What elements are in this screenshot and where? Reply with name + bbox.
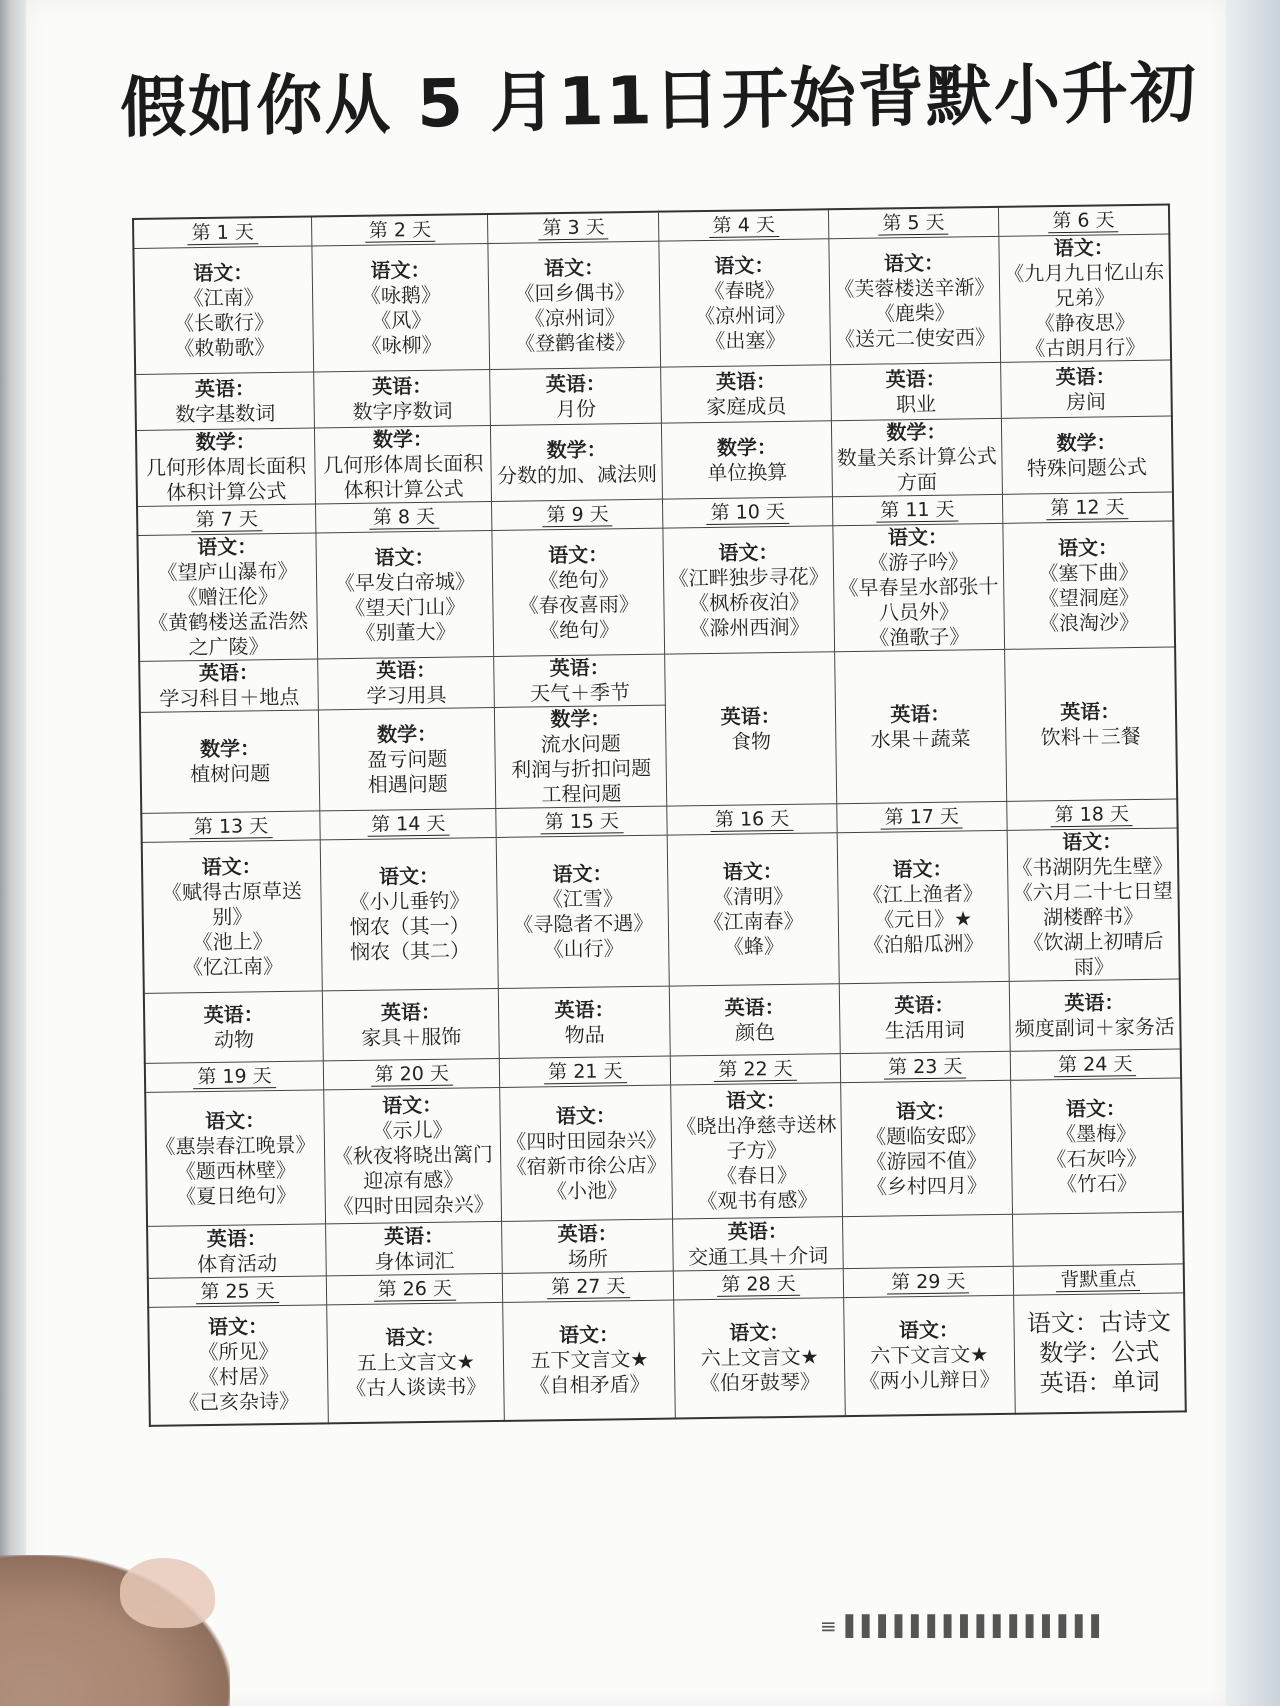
chinese-cell: 语文： 《早发白帝城》 《望天门山》 《别董大》	[316, 530, 494, 658]
summary-line: 语文：古诗文	[1026, 1307, 1172, 1338]
day-label: 第 27 天	[503, 1271, 674, 1302]
english-cell: 英语： 月份	[490, 367, 662, 425]
english-cell: 英语： 数字序数词	[314, 370, 491, 428]
english-cell: 英语： 家具＋服饰	[322, 988, 499, 1060]
summary-cell	[1013, 1293, 1185, 1413]
english-cell: 英语： 体育活动	[147, 1224, 326, 1278]
chinese-cell: 语文： 《题临安邸》 《游园不值》 《乡村四月》	[841, 1080, 1013, 1216]
summary-line: 数学：公式	[1039, 1338, 1160, 1368]
chinese-row	[145, 1078, 1183, 1226]
english-cell: 英语： 交通工具＋介词	[673, 1217, 843, 1271]
chinese-cell: 语文： 《墨梅》 《石灰吟》 《竹石》	[1010, 1078, 1183, 1214]
english-cell: 英语： 学习科目＋地点	[139, 659, 318, 712]
chinese-cell: 语文： 《江南》 《长歌行》 《敕勒歌》	[133, 246, 313, 374]
chinese-cell: 语文： 《咏鹅》 《风》 《咏柳》	[312, 244, 490, 372]
english-cell: 英语： 数字基数词	[135, 372, 314, 430]
empty-cell	[1012, 1212, 1184, 1266]
english-cell: 英语： 颜色	[670, 984, 841, 1056]
chinese-cell: 语文： 《惠崇春江晚景》 《题西林壁》 《夏日绝句》	[145, 1090, 325, 1226]
empty-cell	[842, 1214, 1012, 1268]
math-cell: 数学： 植树问题	[140, 710, 320, 813]
english-cell: 英语： 饮料＋三餐	[1004, 647, 1177, 801]
day-label: 第 2 天	[312, 214, 489, 246]
english-cell: 英语： 场所	[502, 1219, 674, 1273]
chinese-cell: 语文： 《四时田园杂兴》 《宿新市徐公店》 《小池》	[500, 1085, 673, 1221]
chinese-cell: 语文： 五上文言文★ 《古人谈读书》	[327, 1302, 505, 1422]
chinese-cell: 语文： 《清明》 《江南春》 《蜂》	[667, 833, 839, 986]
day-label: 第 1 天	[133, 216, 312, 248]
english-cell: 英语： 水果＋蔬菜	[835, 649, 1007, 803]
day-label: 第 7 天	[137, 504, 316, 535]
chinese-cell: 语文： 《赋得古原草送别》 《池上》 《忆江南》	[142, 840, 323, 993]
chinese-cell: 语文： 《游子吟》 《早春呈水部张十八员外》 《渔歌子》	[833, 523, 1004, 651]
chinese-cell: 语文： 《望庐山瀑布》 《赠汪伦》 《黄鹤楼送孟浩然之广陵》	[137, 533, 317, 661]
summary-heading: 背默重点	[1013, 1264, 1184, 1295]
math-cell: 数学： 几何形体周长面积体积计算公式	[315, 426, 492, 504]
day-label: 第 17 天	[837, 801, 1007, 832]
day-label: 第 3 天	[488, 212, 659, 244]
day-label: 第 12 天	[1002, 492, 1173, 523]
day-label: 第 13 天	[141, 811, 320, 842]
day-label: 第 21 天	[500, 1056, 671, 1087]
english-cell: 英语： 生活用词	[839, 981, 1010, 1053]
day-label: 第 6 天	[998, 205, 1169, 237]
chinese-cell: 语文： 《绝句》 《春夜喜雨》 《绝句》	[492, 528, 665, 656]
day-label: 第 9 天	[492, 499, 663, 530]
math-cell: 数学： 数量关系计算公式方面	[831, 418, 1002, 496]
day-label: 第 24 天	[1010, 1049, 1181, 1080]
chinese-cell: 语文： 《示儿》 《秋夜将晓出篱门迎凉有感》 《四时田园杂兴》	[324, 1087, 502, 1223]
english-cell: 英语： 频度副词＋家务活	[1009, 979, 1181, 1051]
english-cell: 英语： 食物	[665, 652, 837, 806]
chinese-cell: 语文： 六上文言文★ 《伯牙鼓琴》	[674, 1298, 845, 1418]
math-cell: 数学： 单位换算	[662, 421, 833, 499]
day-label: 第 15 天	[496, 806, 667, 837]
chinese-cell: 语文： 《江雪》 《寻隐者不遇》 《山行》	[497, 835, 670, 988]
day-label: 第 14 天	[320, 808, 497, 839]
chinese-cell: 语文： 五下文言文★ 《自相矛盾》	[503, 1300, 675, 1420]
day-label: 第 22 天	[671, 1054, 841, 1085]
math-cell: 数学： 流水问题 利润与折扣问题 工程问题	[495, 705, 667, 808]
day-label: 第 11 天	[832, 494, 1002, 525]
chinese-cell: 语文： 《书湖阴先生壁》 《六月二十七日望湖楼醉书》 《饮湖上初晴后雨》	[1007, 828, 1180, 981]
chinese-cell: 语文： 《小儿垂钓》 悯农（其一） 悯农（其二）	[320, 837, 498, 990]
chinese-row	[133, 234, 1171, 374]
english-cell: 英语： 身体词汇	[326, 1221, 503, 1275]
chinese-cell: 语文： 《塞下曲》 《望洞庭》 《浪淘沙》	[1003, 521, 1176, 649]
math-row	[136, 416, 1173, 506]
english-cell: 英语： 天气＋季节	[494, 654, 665, 707]
english-cell: 英语： 房间	[1000, 360, 1172, 418]
chinese-cell: 语文： 《芙蓉楼送辛渐》 《鹿柴》 《送元二使安西》	[829, 236, 1000, 364]
day-label: 第 16 天	[667, 804, 837, 835]
chinese-cell: 语文： 《江上渔者》 《元日》★ 《泊船瓜洲》	[837, 830, 1009, 983]
english-cell: 英语： 职业	[831, 362, 1001, 420]
math-cell: 数学： 特殊问题公式	[1001, 416, 1173, 494]
schedule-table	[132, 204, 1187, 1427]
english-cell: 英语： 家庭成员	[661, 365, 831, 423]
day-label: 第 25 天	[148, 1276, 327, 1307]
chinese-row	[137, 521, 1175, 661]
day-label: 第 29 天	[843, 1266, 1013, 1297]
day-label: 第 18 天	[1006, 799, 1177, 830]
math-cell: 数学： 盈亏问题 相遇问题	[318, 707, 496, 810]
day-label: 第 28 天	[674, 1269, 844, 1300]
chinese-row	[148, 1293, 1186, 1425]
chinese-cell: 语文： 《江畔独步寻花》 《枫桥夜泊》 《滁州西涧》	[663, 526, 834, 654]
schedule-table-wrap	[132, 204, 1188, 1498]
english-cell: 英语： 动物	[144, 991, 324, 1063]
watermark-bars: ≡▐▐▐▐▐▐▐▐▐▐▐▐▐▐▐▐	[820, 1614, 1100, 1638]
day-label: 第 26 天	[326, 1273, 503, 1304]
english-cell: 英语： 物品	[499, 986, 671, 1058]
chinese-cell: 语文： 《回乡偶书》 《凉州词》 《登鹳雀楼》	[488, 241, 661, 369]
chinese-cell: 语文： 《春晓》 《凉州词》 《出塞》	[659, 239, 830, 367]
chinese-cell: 语文： 六下文言文★ 《两小儿辩日》	[844, 1295, 1015, 1415]
math-cell: 数学： 几何形体周长面积体积计算公式	[136, 428, 316, 506]
day-label: 第 5 天	[828, 207, 998, 239]
day-label: 第 20 天	[323, 1058, 500, 1089]
day-label: 第 19 天	[145, 1061, 324, 1092]
english-cell: 英语： 学习用具	[318, 656, 495, 709]
chinese-cell: 语文： 《晓出净慈寺送林子方》 《春日》 《观书有感》	[671, 1083, 843, 1219]
day-label: 第 23 天	[840, 1051, 1010, 1082]
page-title: 假如你从 5 月11日开始背默小升初	[119, 54, 1199, 147]
math-cell: 数学： 分数的加、减法则	[491, 423, 663, 501]
summary-line: 英语：单词	[1039, 1368, 1160, 1398]
chinese-row	[142, 828, 1180, 993]
day-label: 第 8 天	[316, 502, 493, 533]
day-label: 第 10 天	[663, 497, 833, 528]
day-label: 第 4 天	[659, 209, 829, 241]
chinese-cell: 语文： 《九月九日忆山东兄弟》 《静夜思》 《古朗月行》	[998, 234, 1171, 362]
chinese-cell: 语文： 《所见》 《村居》 《己亥杂诗》	[148, 1305, 328, 1425]
